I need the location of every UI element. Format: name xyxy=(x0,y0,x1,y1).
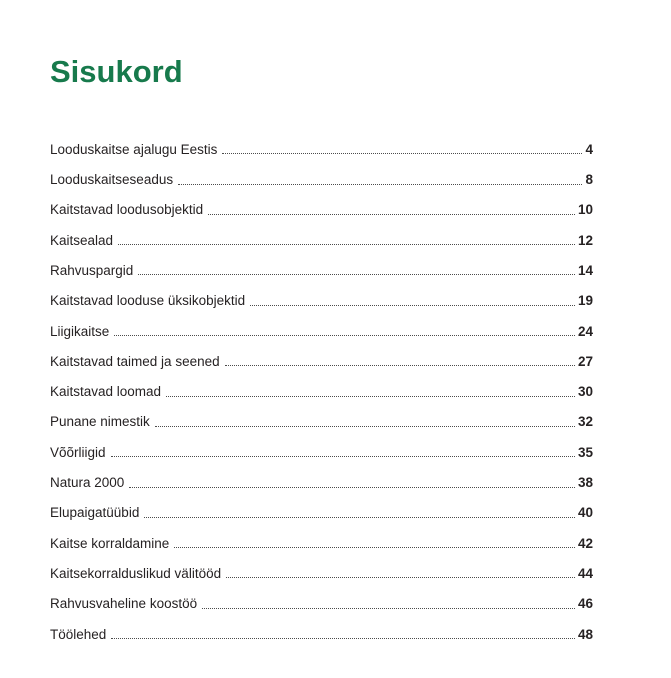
toc-entry[interactable] xyxy=(50,341,593,371)
toc-entry-label: Kaitse korraldamine xyxy=(50,535,170,551)
toc-dot-leader xyxy=(225,365,575,366)
toc-entry[interactable] xyxy=(50,402,593,432)
toc-entry[interactable] xyxy=(50,493,593,523)
toc-dot-leader xyxy=(208,214,575,215)
toc-dot-leader xyxy=(118,244,575,245)
toc-dot-leader xyxy=(178,184,582,185)
toc-entry-label: Kaitstavad loomad xyxy=(50,384,162,400)
toc-entry-label: Kaitstavad looduse üksikobjektid xyxy=(50,293,246,309)
toc-entry-page-number: 40 xyxy=(577,505,593,521)
toc-dot-leader xyxy=(111,456,575,457)
toc-entry-page-number: 32 xyxy=(577,414,593,430)
toc-dot-leader xyxy=(155,426,575,427)
toc-dot-leader xyxy=(166,396,575,397)
toc-dot-leader xyxy=(174,547,575,548)
toc-entry[interactable] xyxy=(50,523,593,553)
toc-dot-leader xyxy=(129,487,575,488)
toc-entry-page-number: 24 xyxy=(577,323,593,339)
toc-entry-page-number: 42 xyxy=(577,535,593,551)
toc-entry[interactable] xyxy=(50,280,593,310)
toc-list xyxy=(50,129,593,644)
toc-dot-leader xyxy=(226,577,575,578)
toc-entry-page-number: 14 xyxy=(577,262,593,278)
toc-entry[interactable] xyxy=(50,190,593,220)
toc-entry-page-number: 46 xyxy=(577,596,593,612)
toc-entry[interactable] xyxy=(50,553,593,583)
toc-entry-label: Rahvusvaheline koostöö xyxy=(50,596,198,612)
toc-dot-leader xyxy=(222,153,582,154)
toc-entry-page-number: 10 xyxy=(577,202,593,218)
toc-entry-page-number: 38 xyxy=(577,475,593,491)
toc-entry-label: Töölehed xyxy=(50,626,107,642)
toc-entry-label: Võõrliigid xyxy=(50,444,106,460)
toc-entry-label: Kaitsealad xyxy=(50,232,114,248)
toc-entry-page-number: 12 xyxy=(577,232,593,248)
toc-entry-page-number: 48 xyxy=(577,626,593,642)
toc-entry[interactable] xyxy=(50,129,593,159)
toc-entry-label: Punane nimestik xyxy=(50,414,150,430)
toc-entry[interactable] xyxy=(50,583,593,613)
toc-entry-label: Kaitstavad loodusobjektid xyxy=(50,202,204,218)
toc-entry-page-number: 4 xyxy=(585,141,593,157)
toc-dot-leader xyxy=(144,517,575,518)
toc-entry-page-number: 27 xyxy=(577,353,593,369)
page-title: Sisukord xyxy=(50,54,183,89)
toc-entry-label: Kaitstavad taimed ja seened xyxy=(50,353,220,369)
toc-entry-label: Looduskaitse ajalugu Eestis xyxy=(50,141,218,157)
toc-entry-page-number: 44 xyxy=(577,565,593,581)
toc-entry-label: Looduskaitseseadus xyxy=(50,172,174,188)
toc-entry-label: Rahvuspargid xyxy=(50,262,134,278)
toc-entry[interactable] xyxy=(50,220,593,250)
toc-entry-label: Kaitsekorralduslikud välitööd xyxy=(50,565,222,581)
toc-entry[interactable] xyxy=(50,371,593,401)
toc-dot-leader xyxy=(202,608,575,609)
toc-entry-label: Natura 2000 xyxy=(50,475,125,491)
toc-dot-leader xyxy=(114,335,575,336)
toc-entry[interactable] xyxy=(50,432,593,462)
toc-entry[interactable] xyxy=(50,159,593,189)
toc-entry-label: Liigikaitse xyxy=(50,323,110,339)
toc-entry[interactable] xyxy=(50,614,593,644)
toc-entry-page-number: 35 xyxy=(577,444,593,460)
toc-dot-leader xyxy=(250,305,575,306)
toc-entry[interactable] xyxy=(50,250,593,280)
toc-entry-page-number: 8 xyxy=(585,172,593,188)
toc-entry[interactable] xyxy=(50,311,593,341)
toc-entry-page-number: 30 xyxy=(577,384,593,400)
toc-entry[interactable] xyxy=(50,462,593,492)
toc-entry-label: Elupaigatüübid xyxy=(50,505,140,521)
toc-dot-leader xyxy=(138,274,575,275)
toc-entry-page-number: 19 xyxy=(577,293,593,309)
toc-dot-leader xyxy=(111,638,575,639)
